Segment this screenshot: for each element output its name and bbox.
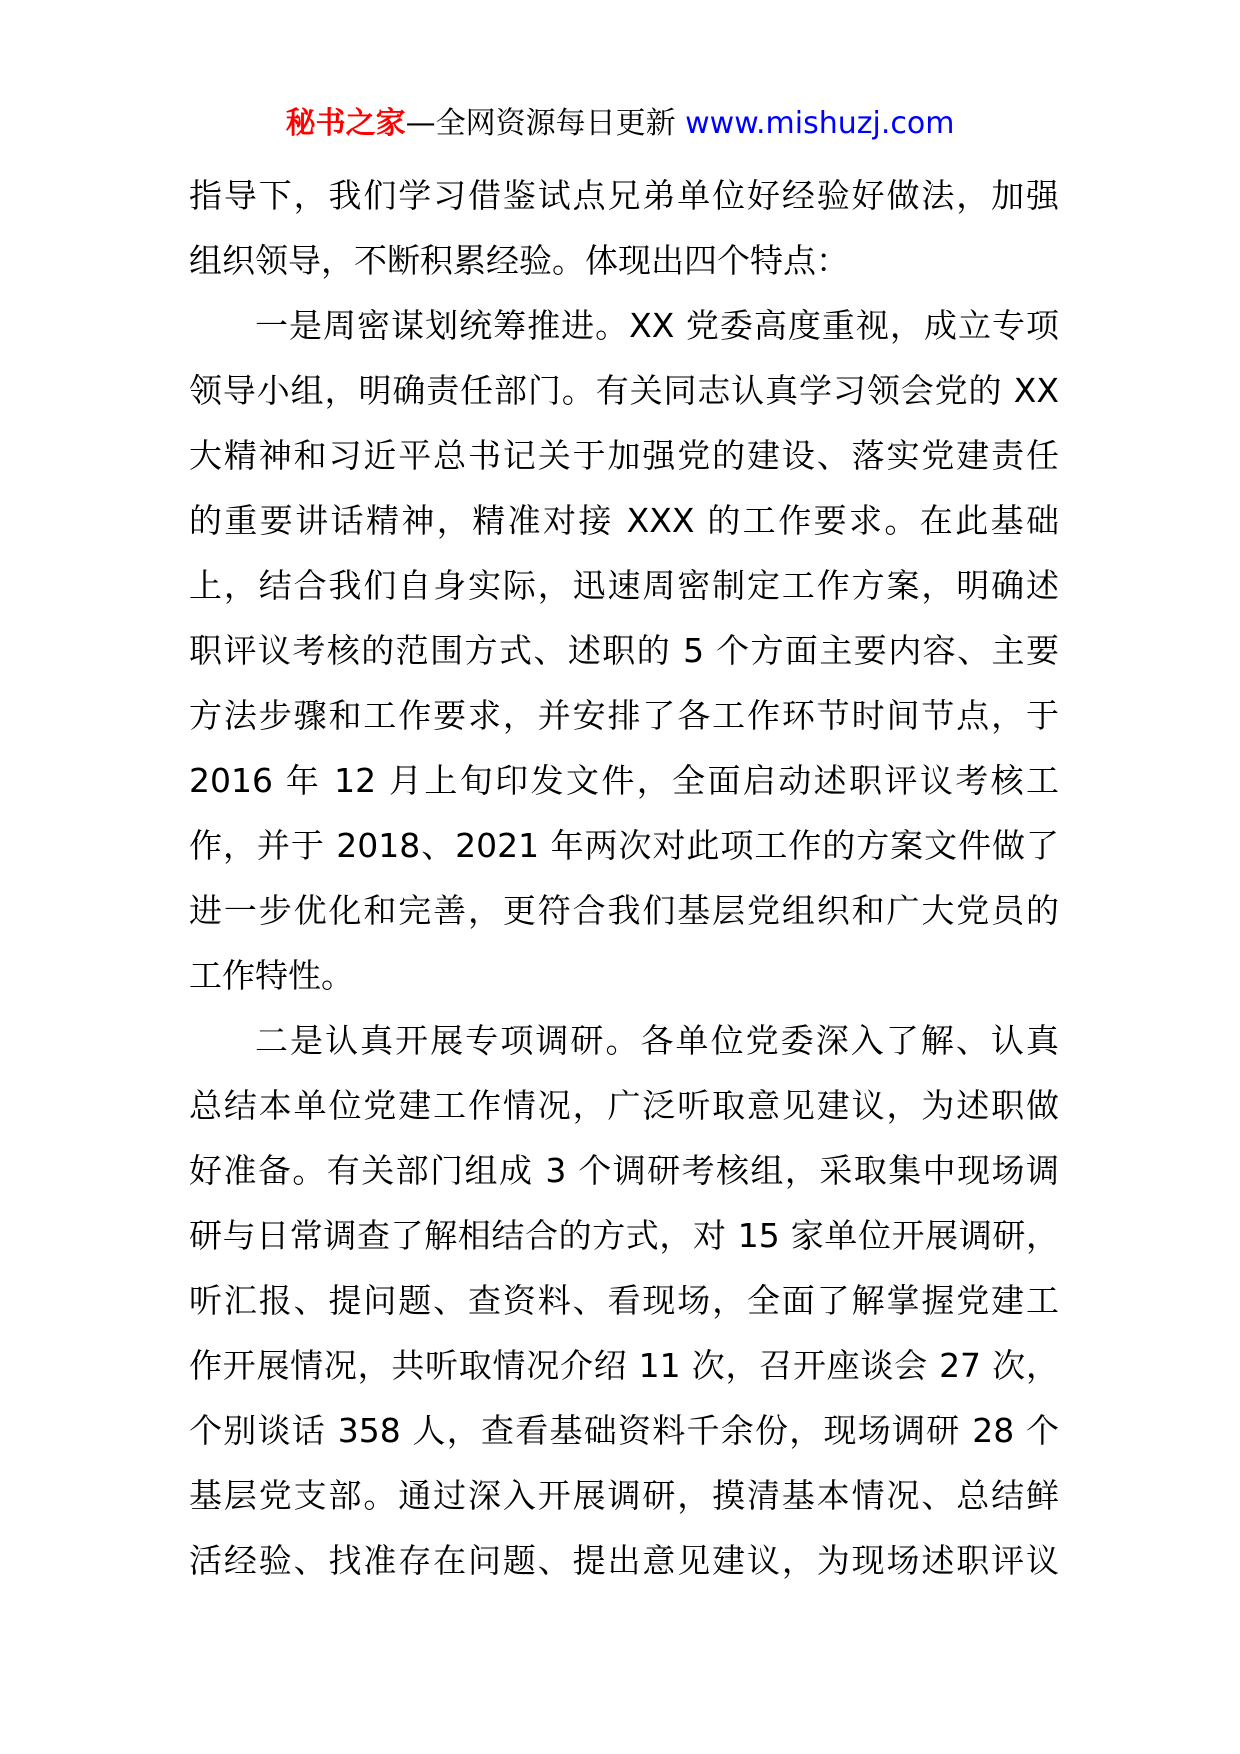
- text-line: 领导小组，明确责任部门。有关同志认真学习领会党的 XX: [189, 371, 1059, 410]
- text-line: 进一步优化和完善，更符合我们基层党组织和广大党员的: [189, 891, 1059, 930]
- text-line: 工作特性。: [189, 956, 354, 995]
- page-header: [0, 100, 1240, 148]
- text-line: 听汇报、提问题、查资料、看现场，全面了解掌握党建工: [189, 1281, 1059, 1320]
- text-line: 组织领导，不断积累经验。体现出四个特点：: [189, 241, 849, 280]
- text-line: 大精神和习近平总书记关于加强党的建设、落实党建责任: [189, 436, 1059, 475]
- text-line: 职评议考核的范围方式、述职的 5 个方面主要内容、主要: [189, 631, 1059, 670]
- paragraph-start-line: 一是周密谋划统筹推进。XX 党委高度重视，成立专项: [255, 306, 1059, 345]
- document-body: [189, 163, 1059, 1593]
- text-line: 作开展情况，共听取情况介绍 11 次，召开座谈会 27 次，: [189, 1346, 1059, 1385]
- text-line: 总结本单位党建工作情况，广泛听取意见建议，为述职做: [189, 1086, 1059, 1125]
- text-line: 基层党支部。通过深入开展调研，摸清基本情况、总结鲜: [189, 1476, 1059, 1515]
- text-line: 上，结合我们自身实际，迅速周密制定工作方案，明确述: [189, 566, 1059, 605]
- text-line: 的重要讲话精神，精准对接 XXX 的工作要求。在此基础: [189, 501, 1059, 540]
- text-line: 好准备。有关部门组成 3 个调研考核组，采取集中现场调: [189, 1151, 1059, 1190]
- text-line: 活经验、找准存在问题、提出意见建议，为现场述职评议: [189, 1541, 1059, 1580]
- text-line: 作，并于 2018、2021 年两次对此项工作的方案文件做了: [189, 826, 1059, 865]
- text-line: 方法步骤和工作要求，并安排了各工作环节时间节点，于: [189, 696, 1059, 735]
- header-tagline: —全网资源每日更新: [405, 106, 676, 141]
- text-line: 研与日常调查了解相结合的方式，对 15 家单位开展调研，: [189, 1216, 1059, 1255]
- text-line: 2016 年 12 月上旬印发文件，全面启动述职评议考核工: [189, 761, 1059, 800]
- paragraph-start-line: 二是认真开展专项调研。各单位党委深入了解、认真: [255, 1021, 1059, 1060]
- text-line: 个别谈话 358 人，查看基础资料千余份，现场调研 28 个: [189, 1411, 1059, 1450]
- text-line: 指导下，我们学习借鉴试点兄弟单位好经验好做法，加强: [189, 176, 1059, 215]
- header-brand: 秘书之家: [285, 106, 406, 141]
- header-url-link[interactable]: www.mishuzj.com: [685, 106, 955, 141]
